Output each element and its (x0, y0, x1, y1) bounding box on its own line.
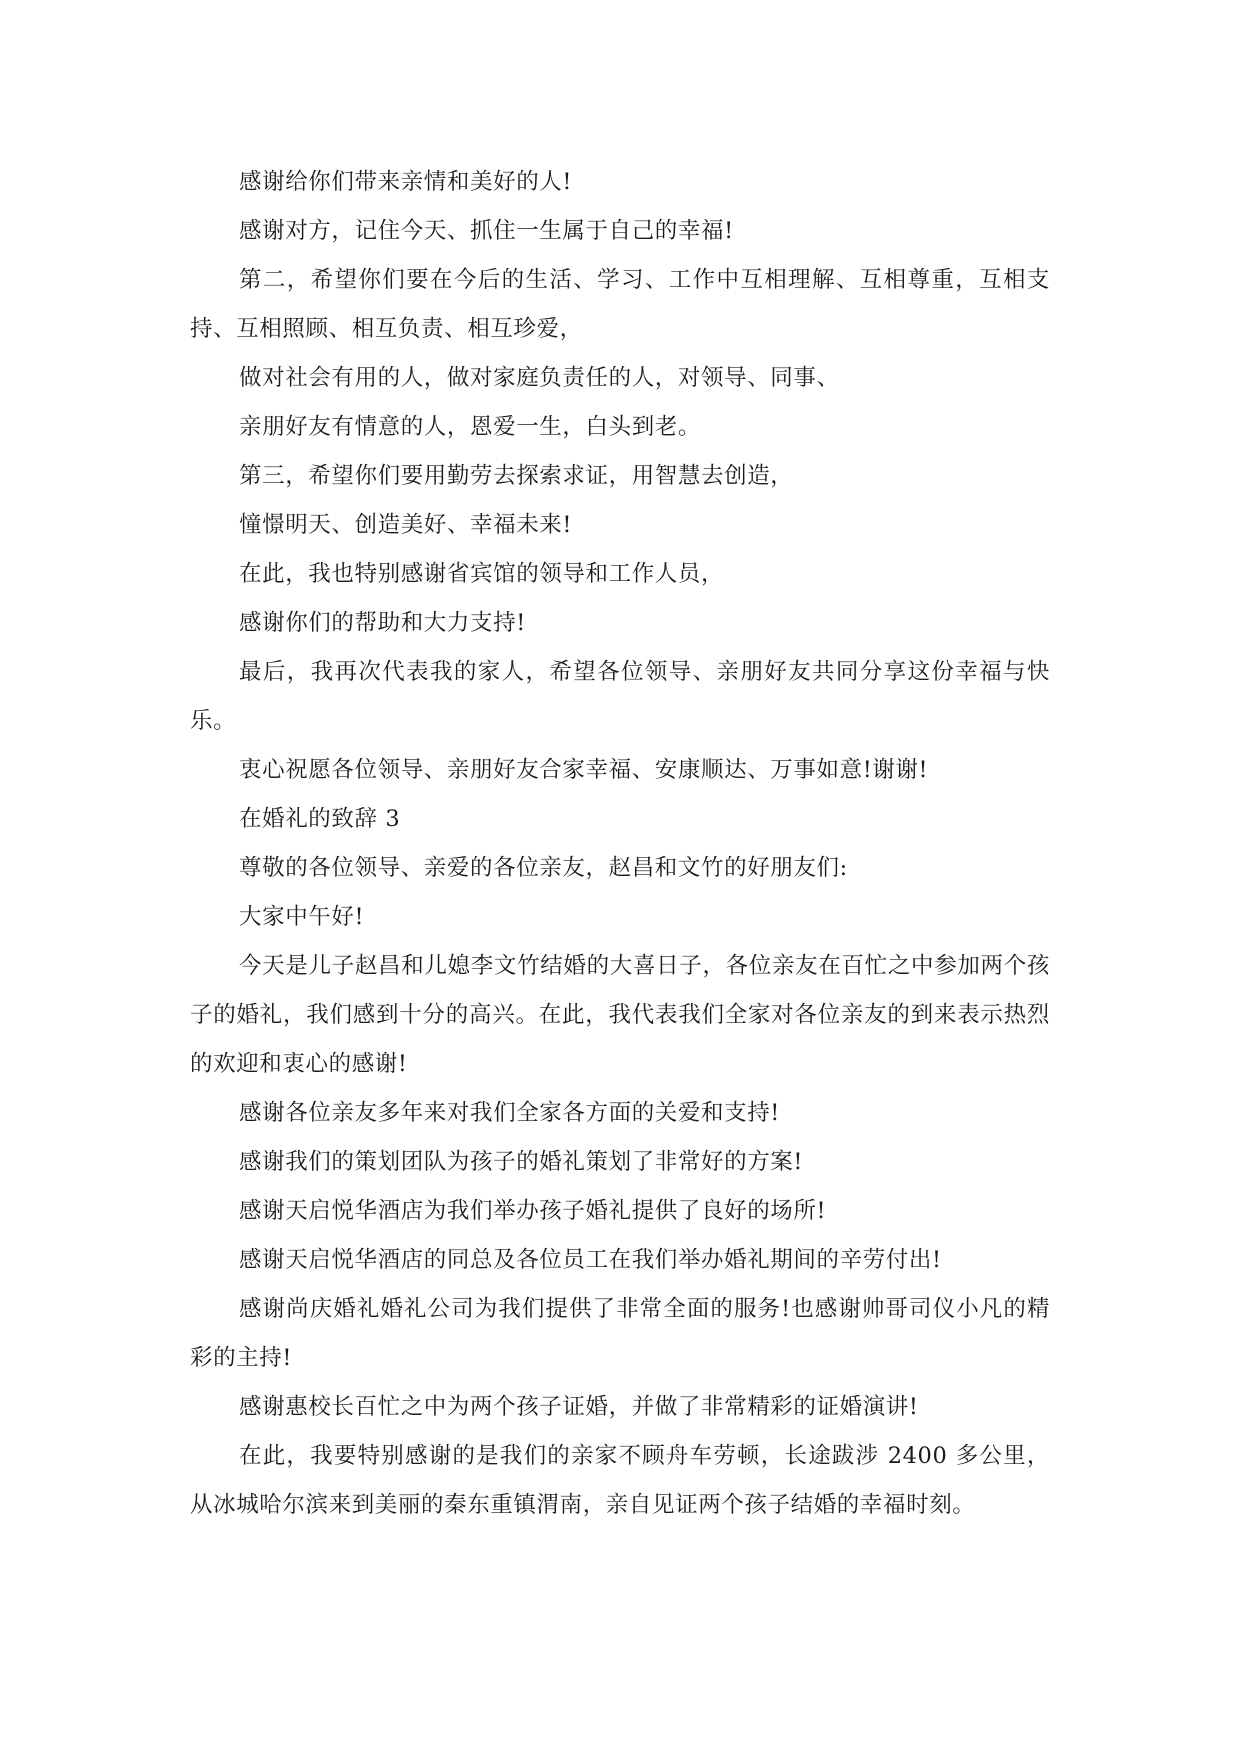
paragraph: 感谢天启悦华酒店的同总及各位员工在我们举办婚礼期间的辛劳付出! (239, 1247, 942, 1273)
greeting: 大家中午好! (239, 904, 365, 930)
paragraph: 今天是儿子赵昌和儿媳李文竹结婚的大喜日子，各位亲友在百忙之中参加两个孩子的婚礼，我们感到十分的高兴。在此，我代表我们全家对各位亲友的到来表示热烈的欢迎和衷心的感谢! (190, 953, 1050, 1077)
paragraph: 感谢天启悦华酒店为我们举办孩子婚礼提供了良好的场所! (239, 1198, 827, 1224)
salutation: 尊敬的各位领导、亲爱的各位亲友，赵昌和文竹的好朋友们: (239, 855, 848, 881)
paragraph: 最后，我再次代表我的家人，希望各位领导、亲朋好友共同分享这份幸福与快乐。 (190, 659, 1050, 734)
paragraph: 感谢惠校长百忙之中为两个孩子证婚，并做了非常精彩的证婚演讲! (239, 1394, 919, 1420)
paragraph: 在此，我要特别感谢的是我们的亲家不顾舟车劳顿，长途跋涉 2400 多公里，从冰城哈尔滨来到美丽的秦东重镇渭南，亲自见证两个孩子结婚的幸福时刻。 (190, 1443, 1050, 1518)
paragraph: 第三，希望你们要用勤劳去探索求证，用智慧去创造， (239, 463, 794, 489)
paragraph: 在此，我也特别感谢省宾馆的领导和工作人员， (239, 561, 725, 587)
paragraph: 做对社会有用的人，做对家庭负责任的人，对领导、同事、 (239, 365, 840, 391)
section-heading: 在婚礼的致辞 3 (239, 806, 401, 832)
paragraph: 感谢我们的策划团队为孩子的婚礼策划了非常好的方案! (239, 1149, 804, 1175)
paragraph: 亲朋好友有情意的人，恩爱一生，白头到老。 (239, 414, 702, 440)
paragraph: 感谢各位亲友多年来对我们全家各方面的关爱和支持! (239, 1100, 780, 1126)
paragraph: 憧憬明天、创造美好、幸福未来! (239, 512, 573, 538)
paragraph: 衷心祝愿各位领导、亲朋好友合家幸福、安康顺达、万事如意!谢谢! (239, 757, 929, 783)
paragraph: 感谢尚庆婚礼婚礼公司为我们提供了非常全面的服务!也感谢帅哥司仪小凡的精彩的主持! (190, 1296, 1050, 1371)
document-body (190, 158, 1050, 1530)
paragraph: 感谢给你们带来亲情和美好的人! (239, 169, 573, 195)
paragraph: 感谢你们的帮助和大力支持! (239, 610, 526, 636)
paragraph: 感谢对方，记住今天、抓住一生属于自己的幸福! (239, 218, 734, 244)
paragraph: 第二，希望你们要在今后的生活、学习、工作中互相理解、互相尊重，互相支持、互相照顾、相互负责、相互珍爱， (190, 267, 1050, 342)
